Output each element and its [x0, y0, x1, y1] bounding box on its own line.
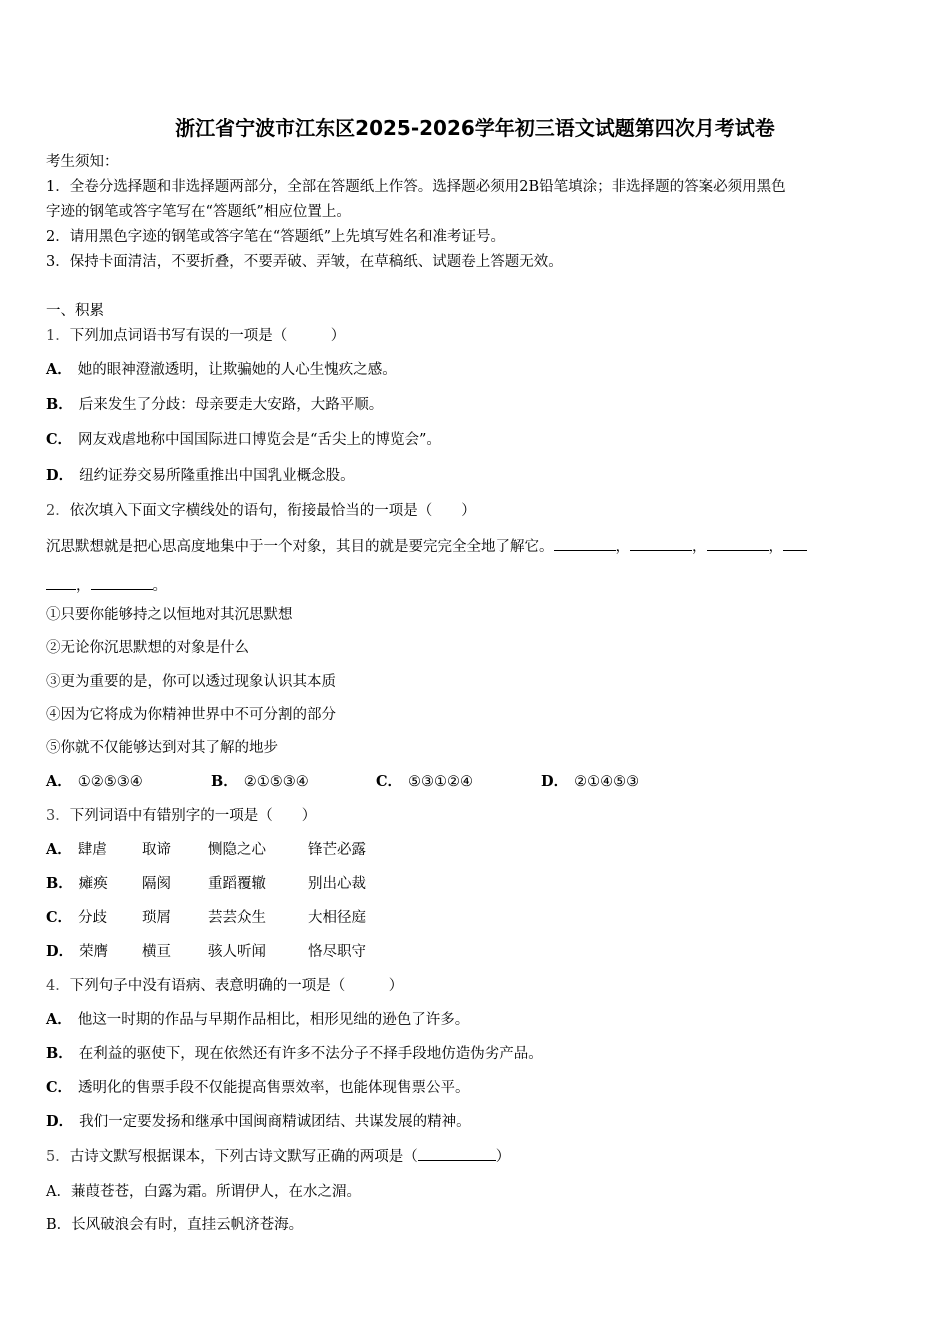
question-4-option-d[interactable] — [46, 1112, 471, 1132]
option-label: A． — [46, 841, 72, 858]
question-3-option-d[interactable] — [46, 942, 366, 962]
question-text-end: ） — [495, 1149, 511, 1165]
option-text: 纽约证券交易所隆重推出中国乳业概念股。 — [79, 468, 355, 484]
option-label: B． — [211, 773, 238, 790]
option-label: C． — [46, 909, 73, 926]
option-text: ②①⑤③④ — [243, 774, 309, 790]
separator: ， — [76, 578, 91, 594]
question-2-sentence-4: ④因为它将成为你精神世界中不可分割的部分 — [46, 707, 336, 723]
question-text: 古诗文默写根据课本，下列古诗文默写正确的两项是（ — [69, 1149, 418, 1165]
option-label: B． — [46, 396, 73, 413]
word: 琐屑 — [142, 910, 171, 926]
word: 别出心裁 — [308, 876, 366, 892]
question-text: 下列句子中没有语病、表意明确的一项是（ ） — [69, 978, 404, 994]
question-1-option-c[interactable] — [46, 430, 441, 450]
question-number: 3． — [46, 808, 70, 824]
option-text: 她的眼神澄澈透明，让欺骗她的人心生愧疚之感。 — [77, 362, 397, 378]
answer-blank[interactable] — [46, 575, 76, 590]
answer-blank[interactable] — [91, 575, 153, 590]
question-number: 4． — [46, 978, 70, 994]
question-2-passage-cont — [46, 575, 167, 596]
option-text: 后来发生了分歧：母亲要走大安路，大路平顺。 — [78, 397, 384, 413]
notice-item-1-line-1: 1．全卷分选择题和非选择题两部分，全部在答题纸上作答。选择题必须用2B铅笔填涂；非选择题的答案必须用黑色 — [46, 179, 786, 195]
question-text: 依次填入下面文字横线处的语句，衔接最恰当的一项是（ ） — [69, 503, 476, 519]
option-label: C． — [376, 773, 403, 790]
separator: 。 — [152, 578, 167, 594]
question-5-stem — [46, 1146, 510, 1167]
question-2-option-d[interactable] — [541, 772, 639, 792]
section-heading: 一、积累 — [46, 303, 104, 319]
word: 恻隐之心 — [208, 842, 266, 858]
option-text: 透明化的售票手段不仅能提高售票效率，也能体现售票公平。 — [78, 1080, 470, 1096]
option-label: B． — [46, 1045, 73, 1062]
question-1-option-a[interactable] — [46, 360, 397, 380]
option-text: 网友戏虐地称中国国际进口博览会是“舌尖上的博览会”。 — [78, 432, 441, 448]
question-1-option-b[interactable] — [46, 395, 383, 415]
question-2-option-a[interactable] — [46, 772, 211, 792]
option-label: C． — [46, 431, 73, 448]
question-2-sentence-5: ⑤你就不仅能够达到对其了解的地步 — [46, 740, 278, 756]
question-number: 5． — [46, 1149, 70, 1165]
notice-item-3: 3．保持卡面清洁，不要折叠，不要弄破、弄皱，在草稿纸、试题卷上答题无效。 — [46, 254, 563, 270]
option-text: 在利益的驱使下，现在依然还有许多不法分子不择手段地仿造伪劣产品。 — [78, 1046, 543, 1062]
question-2-option-c[interactable] — [376, 772, 541, 792]
word: 隔阂 — [142, 876, 171, 892]
word: 分歧 — [78, 910, 108, 926]
option-label: A． — [46, 361, 72, 378]
question-number: 1． — [46, 328, 70, 344]
option-label: D． — [541, 773, 569, 790]
answer-blank[interactable] — [707, 536, 769, 551]
option-label: D． — [46, 943, 74, 960]
option-label: D． — [46, 467, 74, 484]
option-label: A． — [46, 773, 72, 790]
option-label: D． — [46, 1113, 74, 1130]
word: 荣膺 — [79, 944, 109, 960]
question-3-option-b[interactable] — [46, 874, 366, 894]
word: 锋芒必露 — [308, 842, 366, 858]
option-text: 我们一定要发扬和继承中国闽商精诚团结、共谋发展的精神。 — [79, 1114, 471, 1130]
word: 芸芸众生 — [208, 910, 266, 926]
question-3-option-c[interactable] — [46, 908, 366, 928]
page-title: 浙江省宁波市江东区2025-2026学年初三语文试题第四次月考试卷 — [175, 116, 775, 140]
word: 横亘 — [142, 944, 171, 960]
question-2-sentence-3: ③更为重要的是，你可以透过现象认识其本质 — [46, 674, 336, 690]
question-text: 下列加点词语书写有误的一项是（ ） — [69, 328, 346, 344]
notice-item-2: 2．请用黑色字迹的钢笔或答字笔在“答题纸”上先填写姓名和准考证号。 — [46, 229, 506, 245]
question-2-sentence-1: ①只要你能够持之以恒地对其沉思默想 — [46, 607, 293, 623]
word: 恪尽职守 — [308, 944, 366, 960]
question-2-options — [46, 772, 639, 792]
question-4-stem — [46, 976, 403, 996]
word: 重蹈覆辙 — [208, 876, 266, 892]
question-5-option-a[interactable]: A．蒹葭苍苍，白露为霜。所谓伊人，在水之湄。 — [46, 1184, 361, 1200]
question-2-passage — [46, 536, 807, 557]
notice-item-1-line-2: 字迹的钢笔或答字笔写在“答题纸”相应位置上。 — [46, 204, 351, 220]
option-text: ②①④⑤③ — [574, 774, 640, 790]
word: 瘫痪 — [78, 876, 108, 892]
question-3-option-a[interactable] — [46, 840, 366, 860]
answer-blank[interactable] — [418, 1146, 496, 1161]
option-label: C． — [46, 1079, 73, 1096]
question-4-option-a[interactable] — [46, 1010, 469, 1030]
separator: ， — [692, 539, 707, 555]
question-2-stem — [46, 501, 476, 521]
question-1-stem — [46, 326, 345, 346]
question-1-option-d[interactable] — [46, 466, 355, 486]
question-number: 2． — [46, 503, 70, 519]
question-text: 下列词语中有错别字的一项是（ ） — [69, 808, 317, 824]
question-3-stem — [46, 806, 316, 826]
option-label: A． — [46, 1011, 72, 1028]
question-4-option-c[interactable] — [46, 1078, 470, 1098]
answer-blank[interactable] — [630, 536, 692, 551]
notice-heading: 考生须知： — [46, 154, 119, 170]
separator: ， — [768, 539, 783, 555]
answer-blank[interactable] — [554, 536, 616, 551]
answer-blank[interactable] — [783, 536, 807, 551]
question-5-option-b[interactable]: B．长风破浪会有时，直挂云帆济苍海。 — [46, 1217, 304, 1233]
word: 取谛 — [142, 842, 171, 858]
word: 骇人听闻 — [208, 944, 266, 960]
word: 大相径庭 — [308, 910, 366, 926]
question-2-option-b[interactable] — [211, 772, 376, 792]
option-label: B． — [46, 875, 73, 892]
option-text: ①②⑤③④ — [77, 774, 143, 790]
question-2-sentence-2: ②无论你沉思默想的对象是什么 — [46, 640, 249, 656]
word: 肆虐 — [77, 842, 107, 858]
option-text: 他这一时期的作品与早期作品相比，相形见绌的逊色了许多。 — [77, 1012, 470, 1028]
option-text: ⑤③①②④ — [408, 774, 474, 790]
passage-text: 沉思默想就是把心思高度地集中于一个对象，其目的就是要完完全全地了解它。 — [46, 539, 554, 555]
question-4-option-b[interactable] — [46, 1044, 543, 1064]
separator: ， — [615, 539, 630, 555]
